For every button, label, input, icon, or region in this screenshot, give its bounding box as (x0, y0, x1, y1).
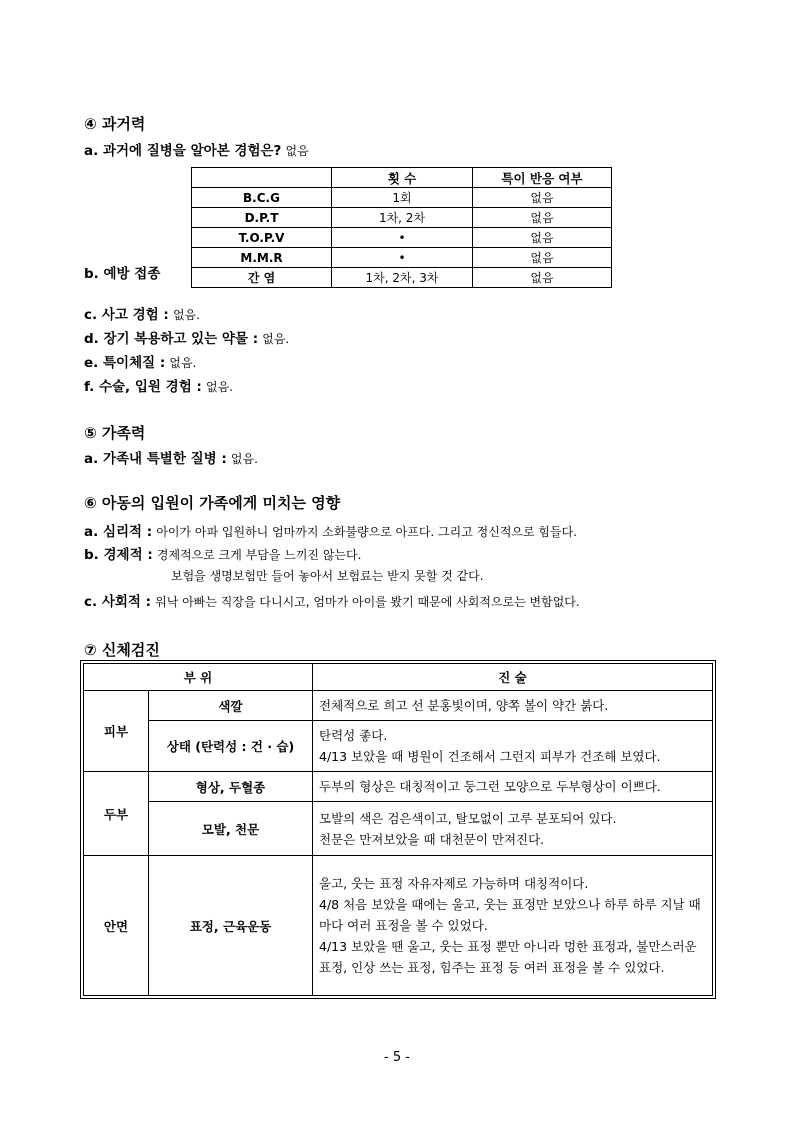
exam-header-row (84, 664, 713, 691)
exam-part: 모발, 천문 (149, 802, 313, 856)
psychological-label: a. 심리적 : (84, 524, 153, 540)
page-number: - 5 - (384, 1050, 410, 1065)
economic-line (84, 543, 361, 563)
exam-desc: 두부의 형상은 대칭적이고 둥그런 모양으로 두부형상이 이쁘다. (313, 772, 713, 802)
psychological-line (84, 520, 577, 540)
exam-header-desc: 진 술 (313, 664, 713, 691)
idiosyncrasy-line (84, 351, 196, 371)
accident-value: 없음. (172, 308, 200, 322)
exam-desc-line: 탄력성 좋다. (319, 728, 388, 743)
medication-line (84, 327, 289, 347)
past-illness-line (84, 139, 309, 159)
physical-exam-table-frame (80, 660, 716, 999)
vaccination-header-row (192, 168, 612, 188)
exam-part: 표정, 근육운동 (149, 856, 313, 996)
exam-row (84, 856, 713, 996)
exam-category-head: 두부 (84, 772, 149, 856)
exam-desc (313, 802, 713, 856)
vaccine-count: • (332, 228, 473, 248)
section-5-title: ⑤ 가족력 (84, 424, 146, 442)
idiosyncrasy-label: e. 특이체질 : (84, 355, 166, 371)
vaccination-header-count: 횟 수 (332, 168, 473, 188)
psychological-value: 아이가 아파 입원하니 엄마까지 소화불량으로 아프다. 그리고 정신적으로 힘들다. (156, 525, 577, 539)
exam-category-skin: 피부 (84, 691, 149, 772)
vaccine-reaction: 없음 (473, 228, 612, 248)
vaccine-count: 1차, 2차, 3차 (332, 268, 473, 288)
social-line (84, 590, 580, 610)
vaccine-name: D.P.T (192, 208, 332, 228)
vaccine-count: • (332, 248, 473, 268)
accident-line (84, 303, 200, 323)
section-6-title: ⑥ 아동의 입원이 가족에게 미치는 영향 (84, 494, 341, 512)
exam-category-face: 안면 (84, 856, 149, 996)
vaccine-reaction: 없음 (473, 248, 612, 268)
exam-part: 상태 (탄력성 : 건 · 습) (149, 721, 313, 772)
economic-label: b. 경제적 : (84, 547, 153, 563)
exam-row (84, 772, 713, 802)
surgery-value: 없음. (205, 380, 233, 394)
exam-part: 형상, 두혈종 (149, 772, 313, 802)
section-7-title: ⑦ 신체검진 (84, 641, 160, 659)
vaccination-table (191, 167, 612, 288)
economic-value-1: 경제적으로 크게 부담을 느끼진 않는다. (156, 548, 362, 562)
vaccination-row (192, 188, 612, 208)
vaccination-row (192, 268, 612, 288)
vaccination-label: b. 예방 접종 (84, 266, 161, 282)
medication-label: d. 장기 복용하고 있는 약물 : (84, 331, 259, 347)
physical-exam-table (83, 663, 713, 996)
vaccination-row (192, 248, 612, 268)
exam-desc (313, 856, 713, 996)
exam-part: 색깔 (149, 691, 313, 721)
idiosyncrasy-value: 없음. (169, 356, 197, 370)
social-value: 워낙 아빠는 직장을 다니시고, 엄마가 아이를 봤기 때문에 사회적으로는 변함없다. (155, 595, 580, 609)
medication-value: 없음. (262, 332, 290, 346)
vaccination-header-reaction: 특이 반응 여부 (473, 168, 612, 188)
exam-row (84, 721, 713, 772)
section-4-title: ④ 과거력 (84, 115, 146, 133)
exam-row (84, 802, 713, 856)
exam-desc: 전체적으로 희고 선 분홍빛이며, 양쪽 볼이 약간 붉다. (313, 691, 713, 721)
past-illness-value: 없음 (285, 144, 309, 158)
vaccination-row (192, 208, 612, 228)
exam-desc-line: 모발의 색은 검은색이고, 탈모없이 고루 분포되어 있다. (319, 810, 617, 826)
exam-row (84, 691, 713, 721)
vaccine-name: T.O.P.V (192, 228, 332, 248)
vaccination-row (192, 228, 612, 248)
vaccination-line (84, 262, 160, 282)
accident-label: c. 사고 경험 : (84, 307, 169, 323)
vaccine-count: 1차, 2차 (332, 208, 473, 228)
exam-desc-line: 4/13 보았을 땐 울고, 웃는 표정 뿐만 아니라 멍한 표정과, 불만스러운 표정, 인상 쓰는 표정, 힘주는 표정 등 여러 표정을 볼 수 있었다. (319, 939, 697, 975)
vaccine-name: M.M.R (192, 248, 332, 268)
family-illness-line (84, 447, 258, 467)
family-illness-value: 없음. (230, 452, 258, 466)
surgery-label: f. 수술, 입원 경험 : (84, 379, 202, 395)
social-label: c. 사회적 : (84, 594, 152, 610)
surgery-line (84, 375, 233, 395)
vaccine-reaction: 없음 (473, 268, 612, 288)
family-illness-label: a. 가족내 특별한 질병 : (84, 451, 227, 467)
vaccine-count: 1회 (332, 188, 473, 208)
economic-value-2: 보험을 생명보험만 들어 놓아서 보험료는 받지 못할 것 같다. (171, 569, 484, 583)
vaccine-name: 간 염 (192, 268, 332, 288)
past-illness-label: a. 과거에 질병을 알아본 경험은? (84, 143, 282, 159)
exam-desc (313, 721, 713, 772)
exam-desc-line: 천문은 만져보았을 때 대천문이 만져진다. (319, 831, 545, 847)
vaccine-reaction: 없음 (473, 188, 612, 208)
vaccine-reaction: 없음 (473, 208, 612, 228)
exam-header-part: 부 위 (84, 664, 313, 691)
exam-desc-line: 4/8 처음 보았을 때에는 울고, 웃는 표정만 보았으나 하루 하루 지날 때마다 여러 표정을 볼 수 있었다. (319, 897, 701, 933)
exam-desc-line: 4/13 보았을 때 병원이 건조해서 그런지 피부가 건조해 보였다. (319, 749, 661, 764)
exam-desc-line: 울고, 웃는 표정 자유자제로 가능하며 대칭적이다. (319, 876, 589, 891)
vaccination-header-empty (192, 168, 332, 188)
vaccine-name: B.C.G (192, 188, 332, 208)
